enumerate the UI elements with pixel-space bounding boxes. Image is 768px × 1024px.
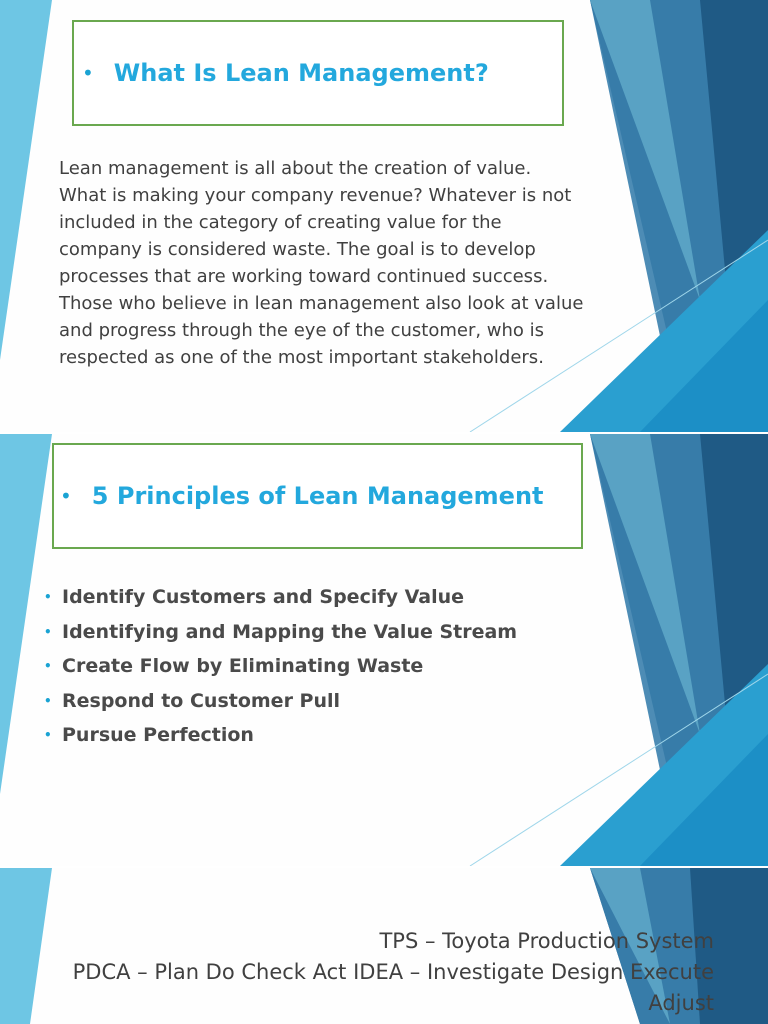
title-frame	[72, 20, 564, 126]
slide-five-principles	[0, 434, 768, 866]
list-item	[44, 718, 517, 753]
bullet-icon: •	[44, 624, 52, 639]
title-bullet: •	[60, 484, 72, 508]
principle-label: Identifying and Mapping the Value Stream	[62, 620, 518, 643]
bullet-icon: •	[44, 659, 52, 674]
principle-label: Identify Customers and Specify Value	[62, 586, 465, 609]
list-item	[44, 649, 517, 684]
list-item	[44, 615, 517, 650]
principle-label: Create Flow by Eliminating Waste	[62, 655, 424, 678]
list-item	[44, 580, 517, 615]
acronym-text: TPS – Toyota Production System PDCA – Plan Do Check Act IDEA – Investigate Design Execute Adjust	[72, 929, 714, 1015]
slide-acronyms	[0, 868, 768, 1024]
title-bullet: •	[82, 61, 94, 85]
bullet-icon: •	[44, 693, 52, 708]
principles-list	[44, 580, 517, 753]
list-item	[44, 684, 517, 719]
principle-label: Respond to Customer Pull	[62, 689, 341, 712]
slide-title: What Is Lean Management?	[113, 59, 489, 87]
slide-what-is-lean	[0, 0, 768, 432]
title-frame	[52, 443, 583, 549]
slide-title: 5 Principles of Lean Management	[91, 482, 544, 510]
bullet-icon: •	[44, 728, 52, 743]
bullet-icon: •	[44, 590, 52, 605]
body-paragraph: Lean management is all about the creation of value. What is making your company revenue? Whatever is not included in the category of creating value for the company is considered waste. The goal is to develop processes that are working toward continued success. Those who believe in lean management also look at value and progress through the eye of the customer, who is respected as one of the most important stakeholders.	[59, 158, 584, 368]
principle-label: Pursue Perfection	[62, 724, 254, 747]
